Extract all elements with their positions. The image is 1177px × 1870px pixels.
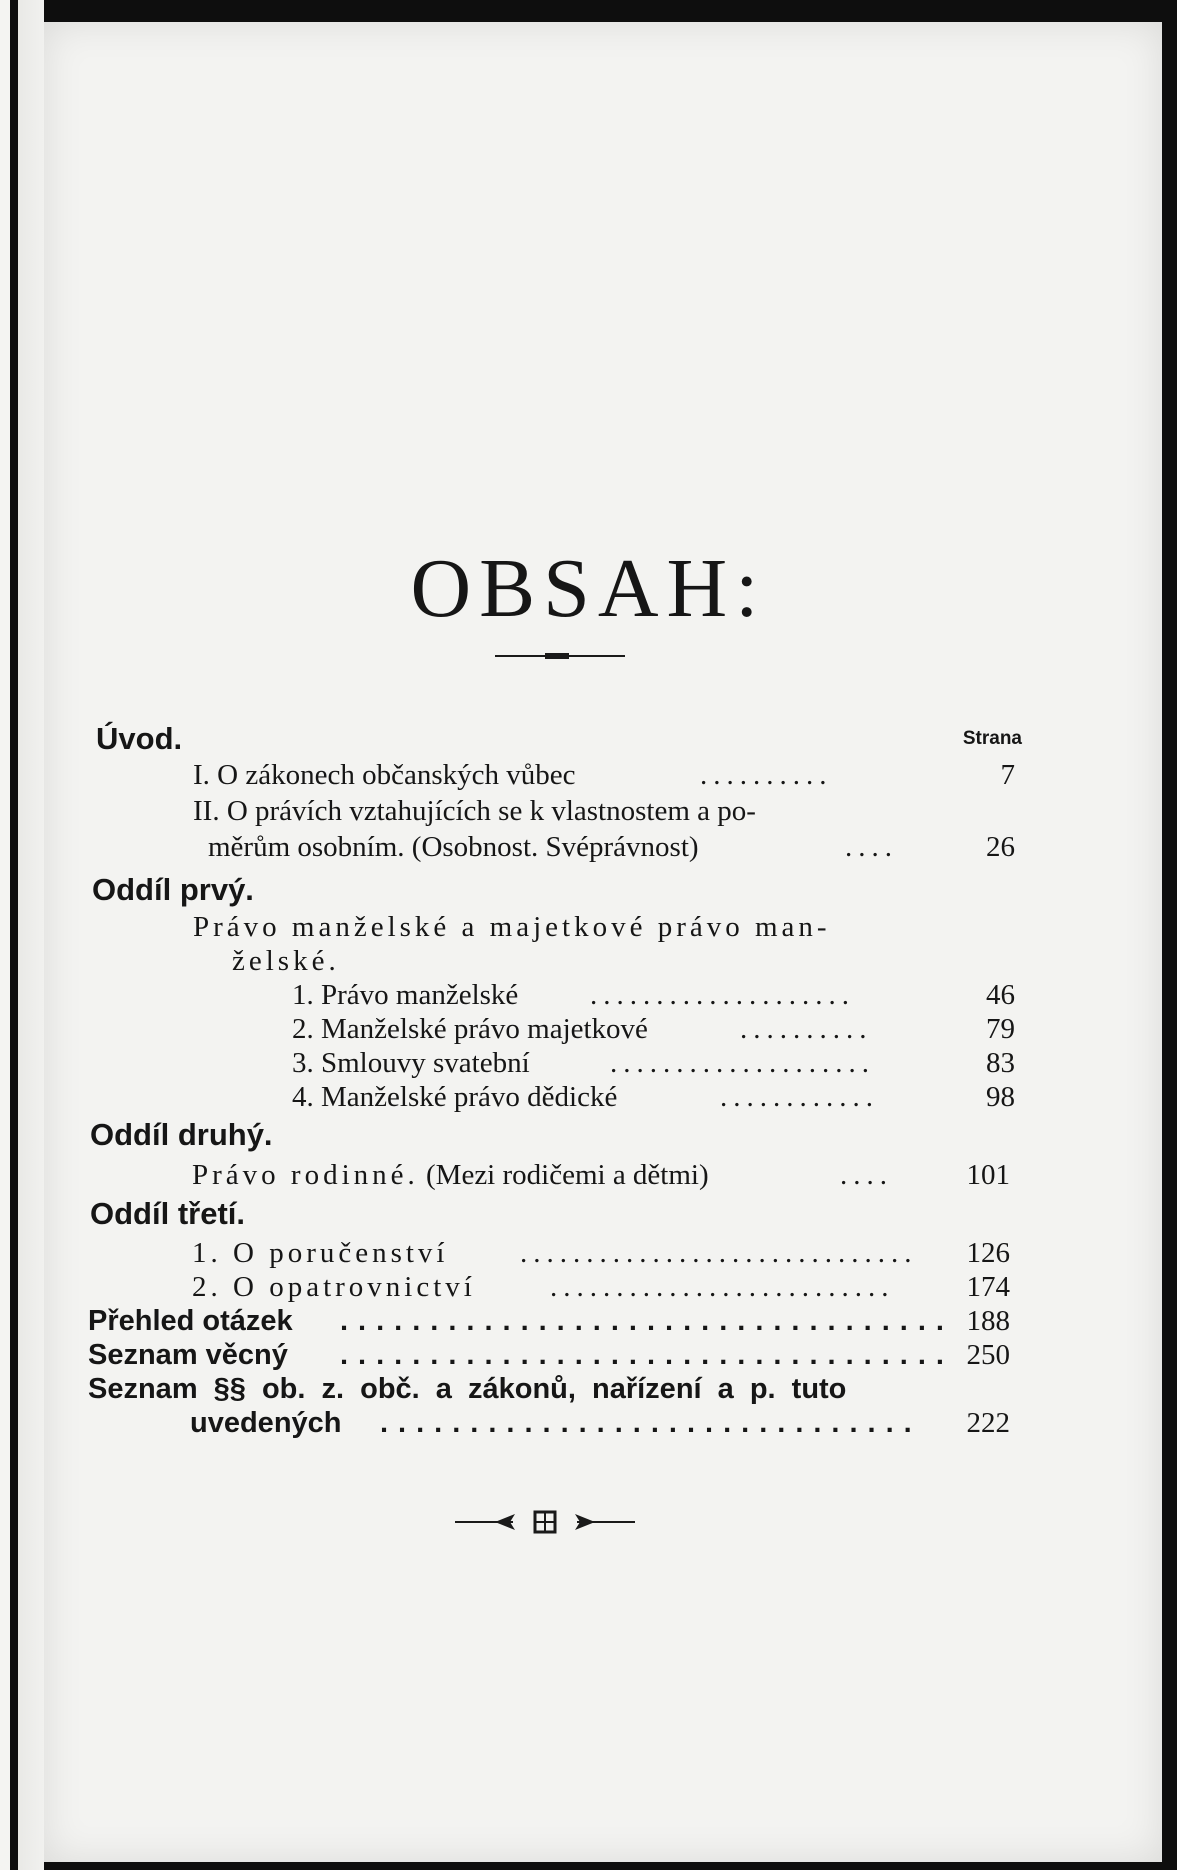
entry-text: 1. Právo manželské: [292, 978, 524, 1012]
toc-subtitle-line2: [0, 944, 1177, 978]
leader-dots: ....: [845, 831, 898, 863]
entry-text: I. O zákonech občanských vůbec: [193, 758, 581, 792]
toc-entry-prehled[interactable]: [0, 1304, 1177, 1338]
leader-dots: ..............................: [520, 1237, 918, 1269]
leader-dots: ..........: [740, 1013, 873, 1045]
entry-page: 126: [966, 1237, 1010, 1269]
entry-text: Právo manželské a majetkové právo man-: [193, 911, 831, 943]
section-heading: Oddíl třetí.: [90, 1196, 245, 1231]
toc-section-druhy: [0, 1118, 1177, 1152]
toc-entry-seznam-line1: [0, 1372, 1177, 1406]
toc-entry-ii[interactable]: [0, 830, 1177, 864]
entry-text: Seznam věcný: [88, 1338, 294, 1372]
leader-dots: ..................................: [340, 1305, 954, 1337]
entry-text: 3. Smlouvy svatební: [292, 1046, 536, 1080]
entry-page: 79: [986, 1013, 1015, 1045]
leader-dots: ....................: [590, 979, 855, 1011]
toc-section-prvy: [0, 873, 1177, 907]
entry-text: 2. O opatrovnictví: [192, 1270, 482, 1304]
entry-page: 98: [986, 1081, 1015, 1113]
toc-subtitle-line1: [0, 910, 1177, 944]
page-column-label: Strana: [962, 728, 1022, 749]
section-heading: Oddíl prvý.: [92, 872, 254, 907]
entry-text: Přehled otázek: [88, 1304, 299, 1338]
entry-text-group: [192, 1158, 715, 1192]
toc-entry-m4[interactable]: [0, 1080, 1177, 1114]
leader-dots: ..................................: [340, 1339, 954, 1371]
toc-entry-t2[interactable]: [0, 1270, 1177, 1304]
toc-entry-i[interactable]: [0, 758, 1177, 792]
toc-entry-vecny[interactable]: [0, 1338, 1177, 1372]
entry-text: 1. O poručenství: [192, 1236, 455, 1270]
leader-dots: ....: [840, 1159, 893, 1191]
section-heading: Úvod.: [96, 721, 183, 756]
entry-page: 83: [986, 1047, 1015, 1079]
entry-text: želské.: [232, 945, 340, 977]
toc-section-treti: [0, 1197, 1177, 1231]
toc-entry-m1[interactable]: [0, 978, 1177, 1012]
toc-entry-t1[interactable]: [0, 1236, 1177, 1270]
section-heading: Oddíl druhý.: [90, 1117, 273, 1152]
entry-page: 26: [986, 831, 1015, 863]
entry-page: 174: [966, 1271, 1010, 1303]
leader-dots: ..........: [700, 759, 833, 791]
leader-dots: ..............................: [380, 1407, 922, 1439]
toc-entry-m2[interactable]: [0, 1012, 1177, 1046]
entry-text: 2. Manželské právo majetkové: [292, 1012, 654, 1046]
entry-page: 101: [966, 1159, 1010, 1191]
entry-page: 250: [966, 1339, 1010, 1371]
floral-ornament-icon: [455, 1502, 635, 1542]
toc-section-uvod: [0, 722, 1177, 756]
entry-text: II. O právích vztahujících se k vlastnostem a po-: [193, 795, 756, 827]
toc-entry-ii-line1: [0, 794, 1177, 828]
leader-dots: ..........................: [550, 1271, 895, 1303]
toc-entry-seznam[interactable]: [0, 1406, 1177, 1440]
page-title: OBSAH:: [410, 542, 767, 635]
entry-page: 222: [966, 1407, 1010, 1439]
entry-text: (Mezi rodičemi a dětmi): [426, 1159, 709, 1191]
entry-text: Seznam §§ ob. z. obč. a zákonů, nařízení a p. tuto: [88, 1373, 847, 1405]
entry-page: 188: [966, 1305, 1010, 1337]
entry-text: měrům osobním. (Osobnost. Svéprávnost): [208, 830, 705, 864]
leader-dots: ....................: [610, 1047, 875, 1079]
leader-dots: ............: [720, 1081, 879, 1113]
entry-page: 46: [986, 979, 1015, 1011]
entry-text-spaced: Právo rodinné.: [192, 1159, 419, 1191]
rule-center-mark: [545, 653, 569, 659]
toc-entry-rodinne[interactable]: [0, 1158, 1177, 1192]
toc-entry-m3[interactable]: [0, 1046, 1177, 1080]
entry-text: 4. Manželské právo dědické: [292, 1080, 623, 1114]
entry-page: 7: [1000, 759, 1015, 791]
entry-text: uvedených: [190, 1406, 348, 1440]
